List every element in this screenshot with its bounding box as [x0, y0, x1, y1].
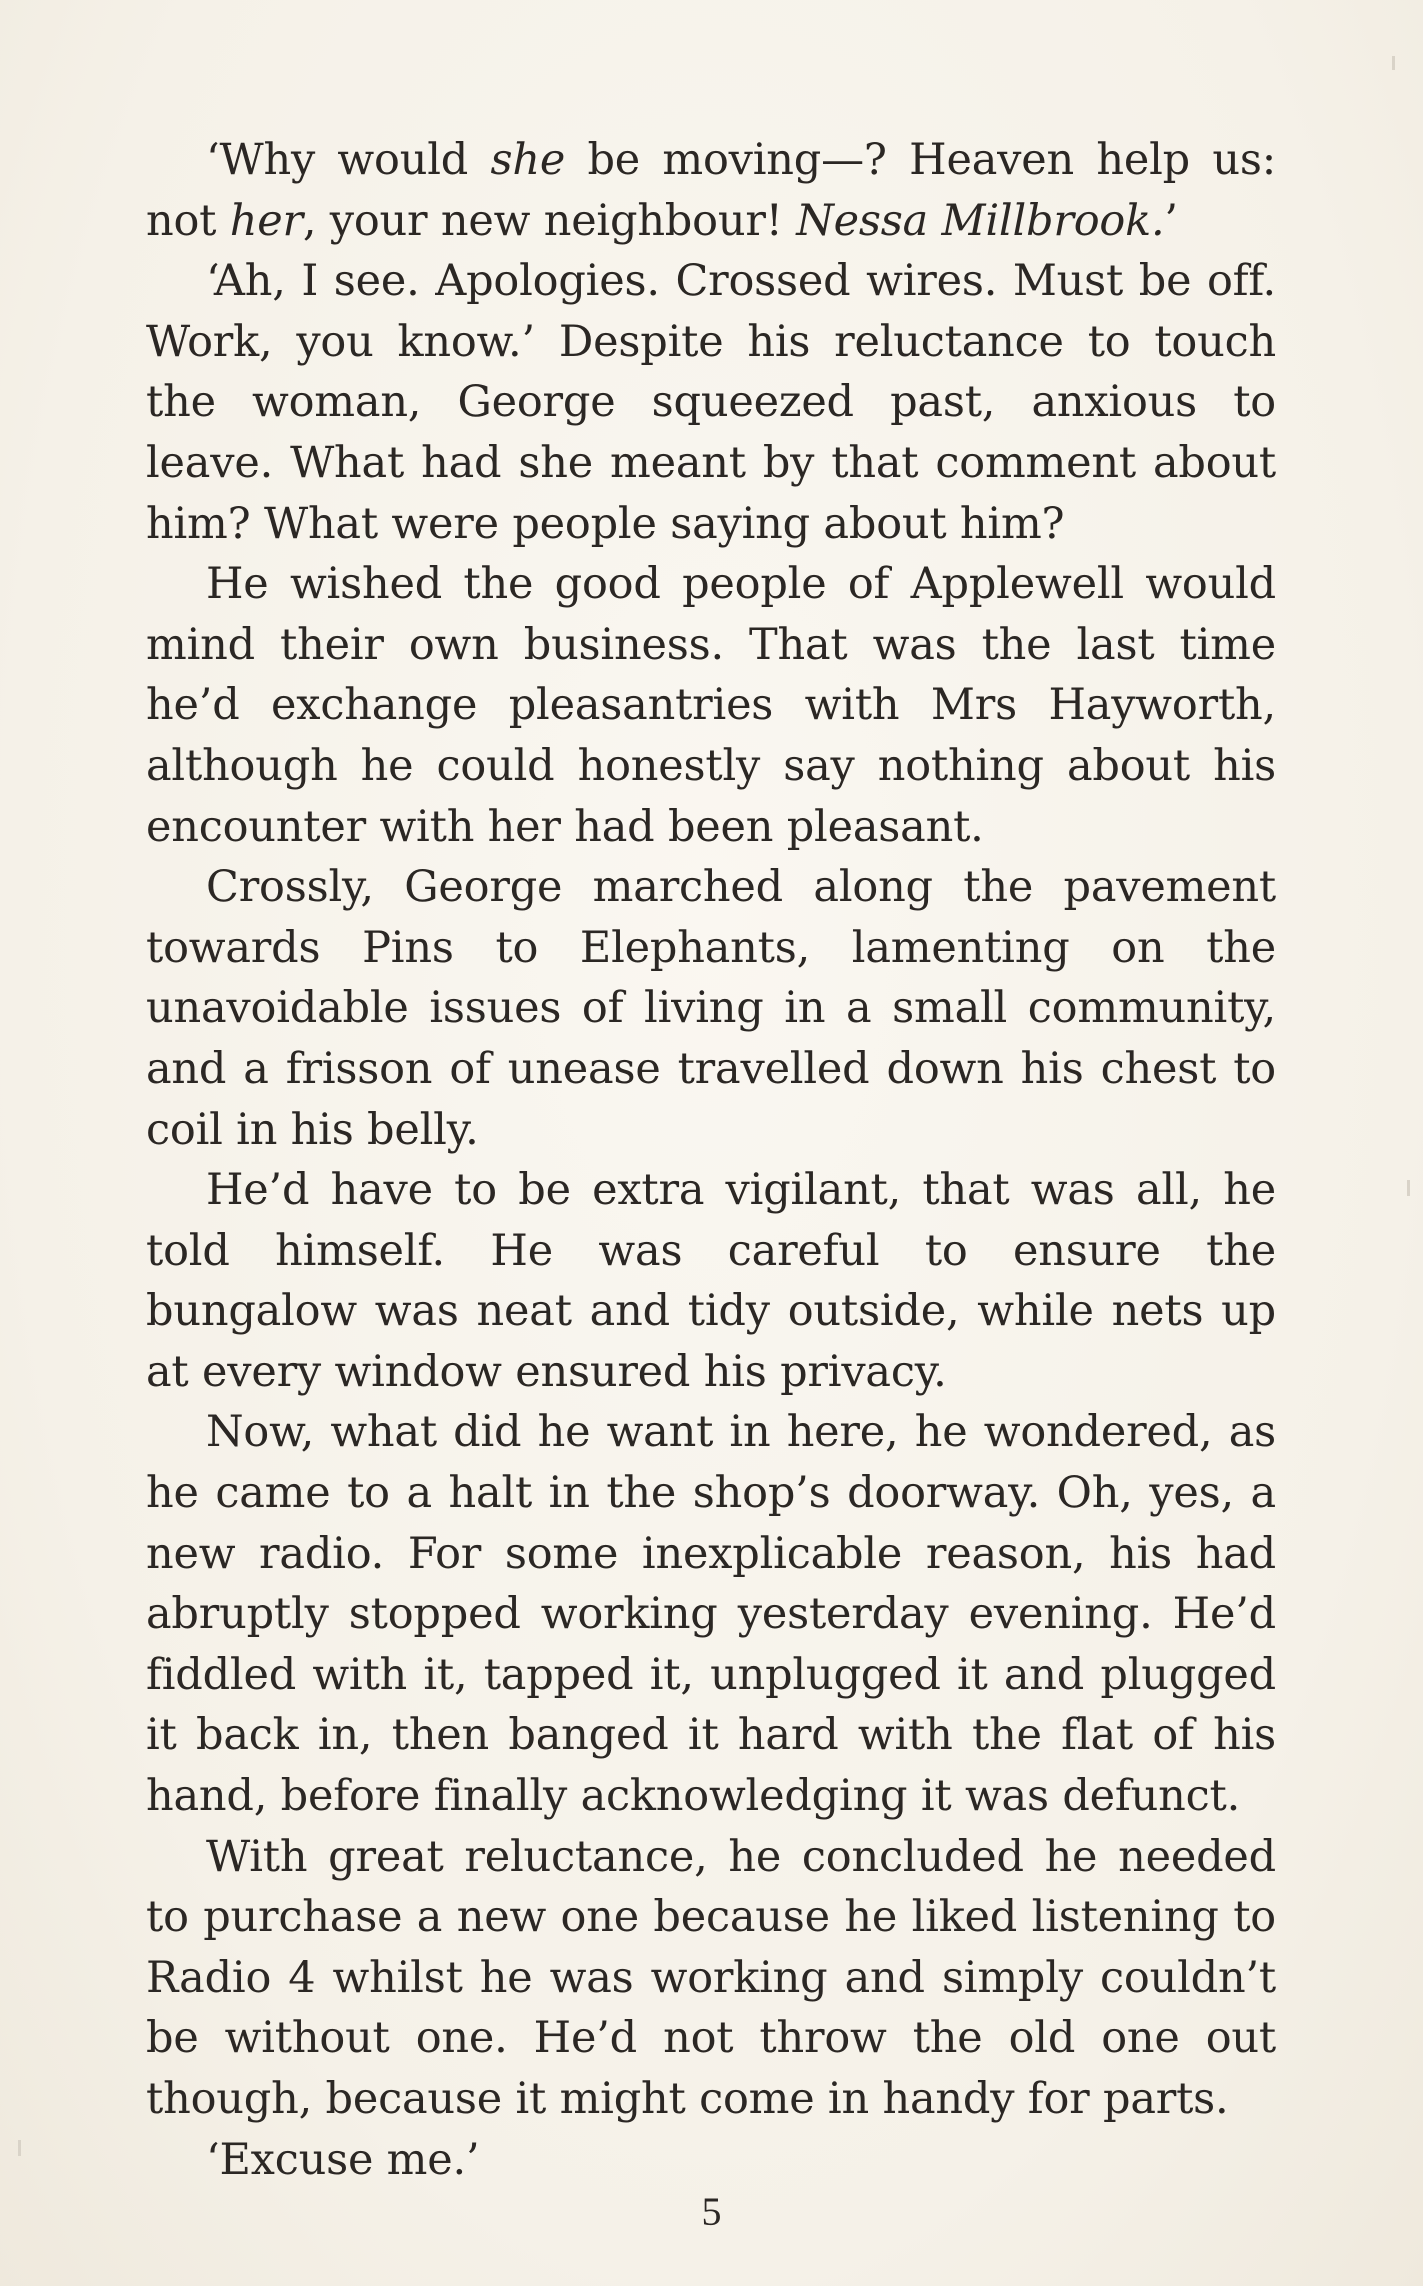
- page-edge-mark: [1392, 56, 1395, 70]
- text-run: Crossly, George marched along the pavement towards Pins to Elephants, lamenting on the unavoidable issues of living in a small community, and a frisson of unease travelled down his chest to coil in his belly.: [146, 862, 1276, 1155]
- text-run: ’: [1164, 195, 1178, 246]
- paragraph: [146, 857, 1276, 1160]
- paragraph: [146, 554, 1276, 857]
- text-run: With great reluctance, he concluded he needed to purchase a new one because he liked listening to Radio 4 whilst he was working and simply couldn’t be without one. He’d not throw the old one out though, because it might come in handy for parts.: [146, 1831, 1276, 2124]
- text-run: ‘Ah, I see. Apologies. Crossed wires. Must be off. Work, you know.’ Despite his reluctance to touch the woman, George squeezed past, anxious to leave. What had she meant by that comment about him? What were people saying about him?: [146, 256, 1276, 549]
- paragraph: [146, 130, 1276, 251]
- page-edge-mark: [1407, 1180, 1410, 1196]
- text-run: ‘Excuse me.’: [206, 2134, 480, 2185]
- paragraph: [146, 251, 1276, 554]
- italic-text: Nessa Millbrook.: [796, 195, 1165, 246]
- text-run: He’d have to be extra vigilant, that was all, he told himself. He was careful to ensure the bungalow was neat and tidy outside, while nets up at every window ensured his privacy.: [146, 1165, 1276, 1397]
- body-text: [146, 130, 1276, 2190]
- text-run: Now, what did he want in here, he wondered, as he came to a halt in the shop’s doorway. Oh, yes, a new radio. For some inexplicable reason, his had abruptly stopped working yesterday evening. He’d fiddled with it, tapped it, unplugged it and plugged it back in, then banged it hard with the flat of his hand, before finally acknowledging it was defunct.: [146, 1407, 1276, 1822]
- page-edge-mark: [18, 2140, 21, 2156]
- page-number: 5: [701, 2189, 722, 2234]
- text-run: be moving—? Heaven help us: not: [146, 135, 1276, 246]
- paragraph: [146, 2130, 1276, 2191]
- text-run: ‘Why would: [206, 135, 491, 185]
- italic-text: she: [490, 135, 566, 185]
- paragraph: [146, 1402, 1276, 1826]
- text-run: He wished the good people of Applewell would mind their own business. That was the last time he’d exchange pleasantries with Mrs Hayworth, although he could honestly say nothing about his encounter with her had been pleasant.: [146, 559, 1276, 852]
- paragraph: [146, 1827, 1276, 2130]
- text-run: , your new neighbour!: [302, 195, 797, 246]
- paragraph: [146, 1160, 1276, 1402]
- italic-text: her: [229, 195, 303, 246]
